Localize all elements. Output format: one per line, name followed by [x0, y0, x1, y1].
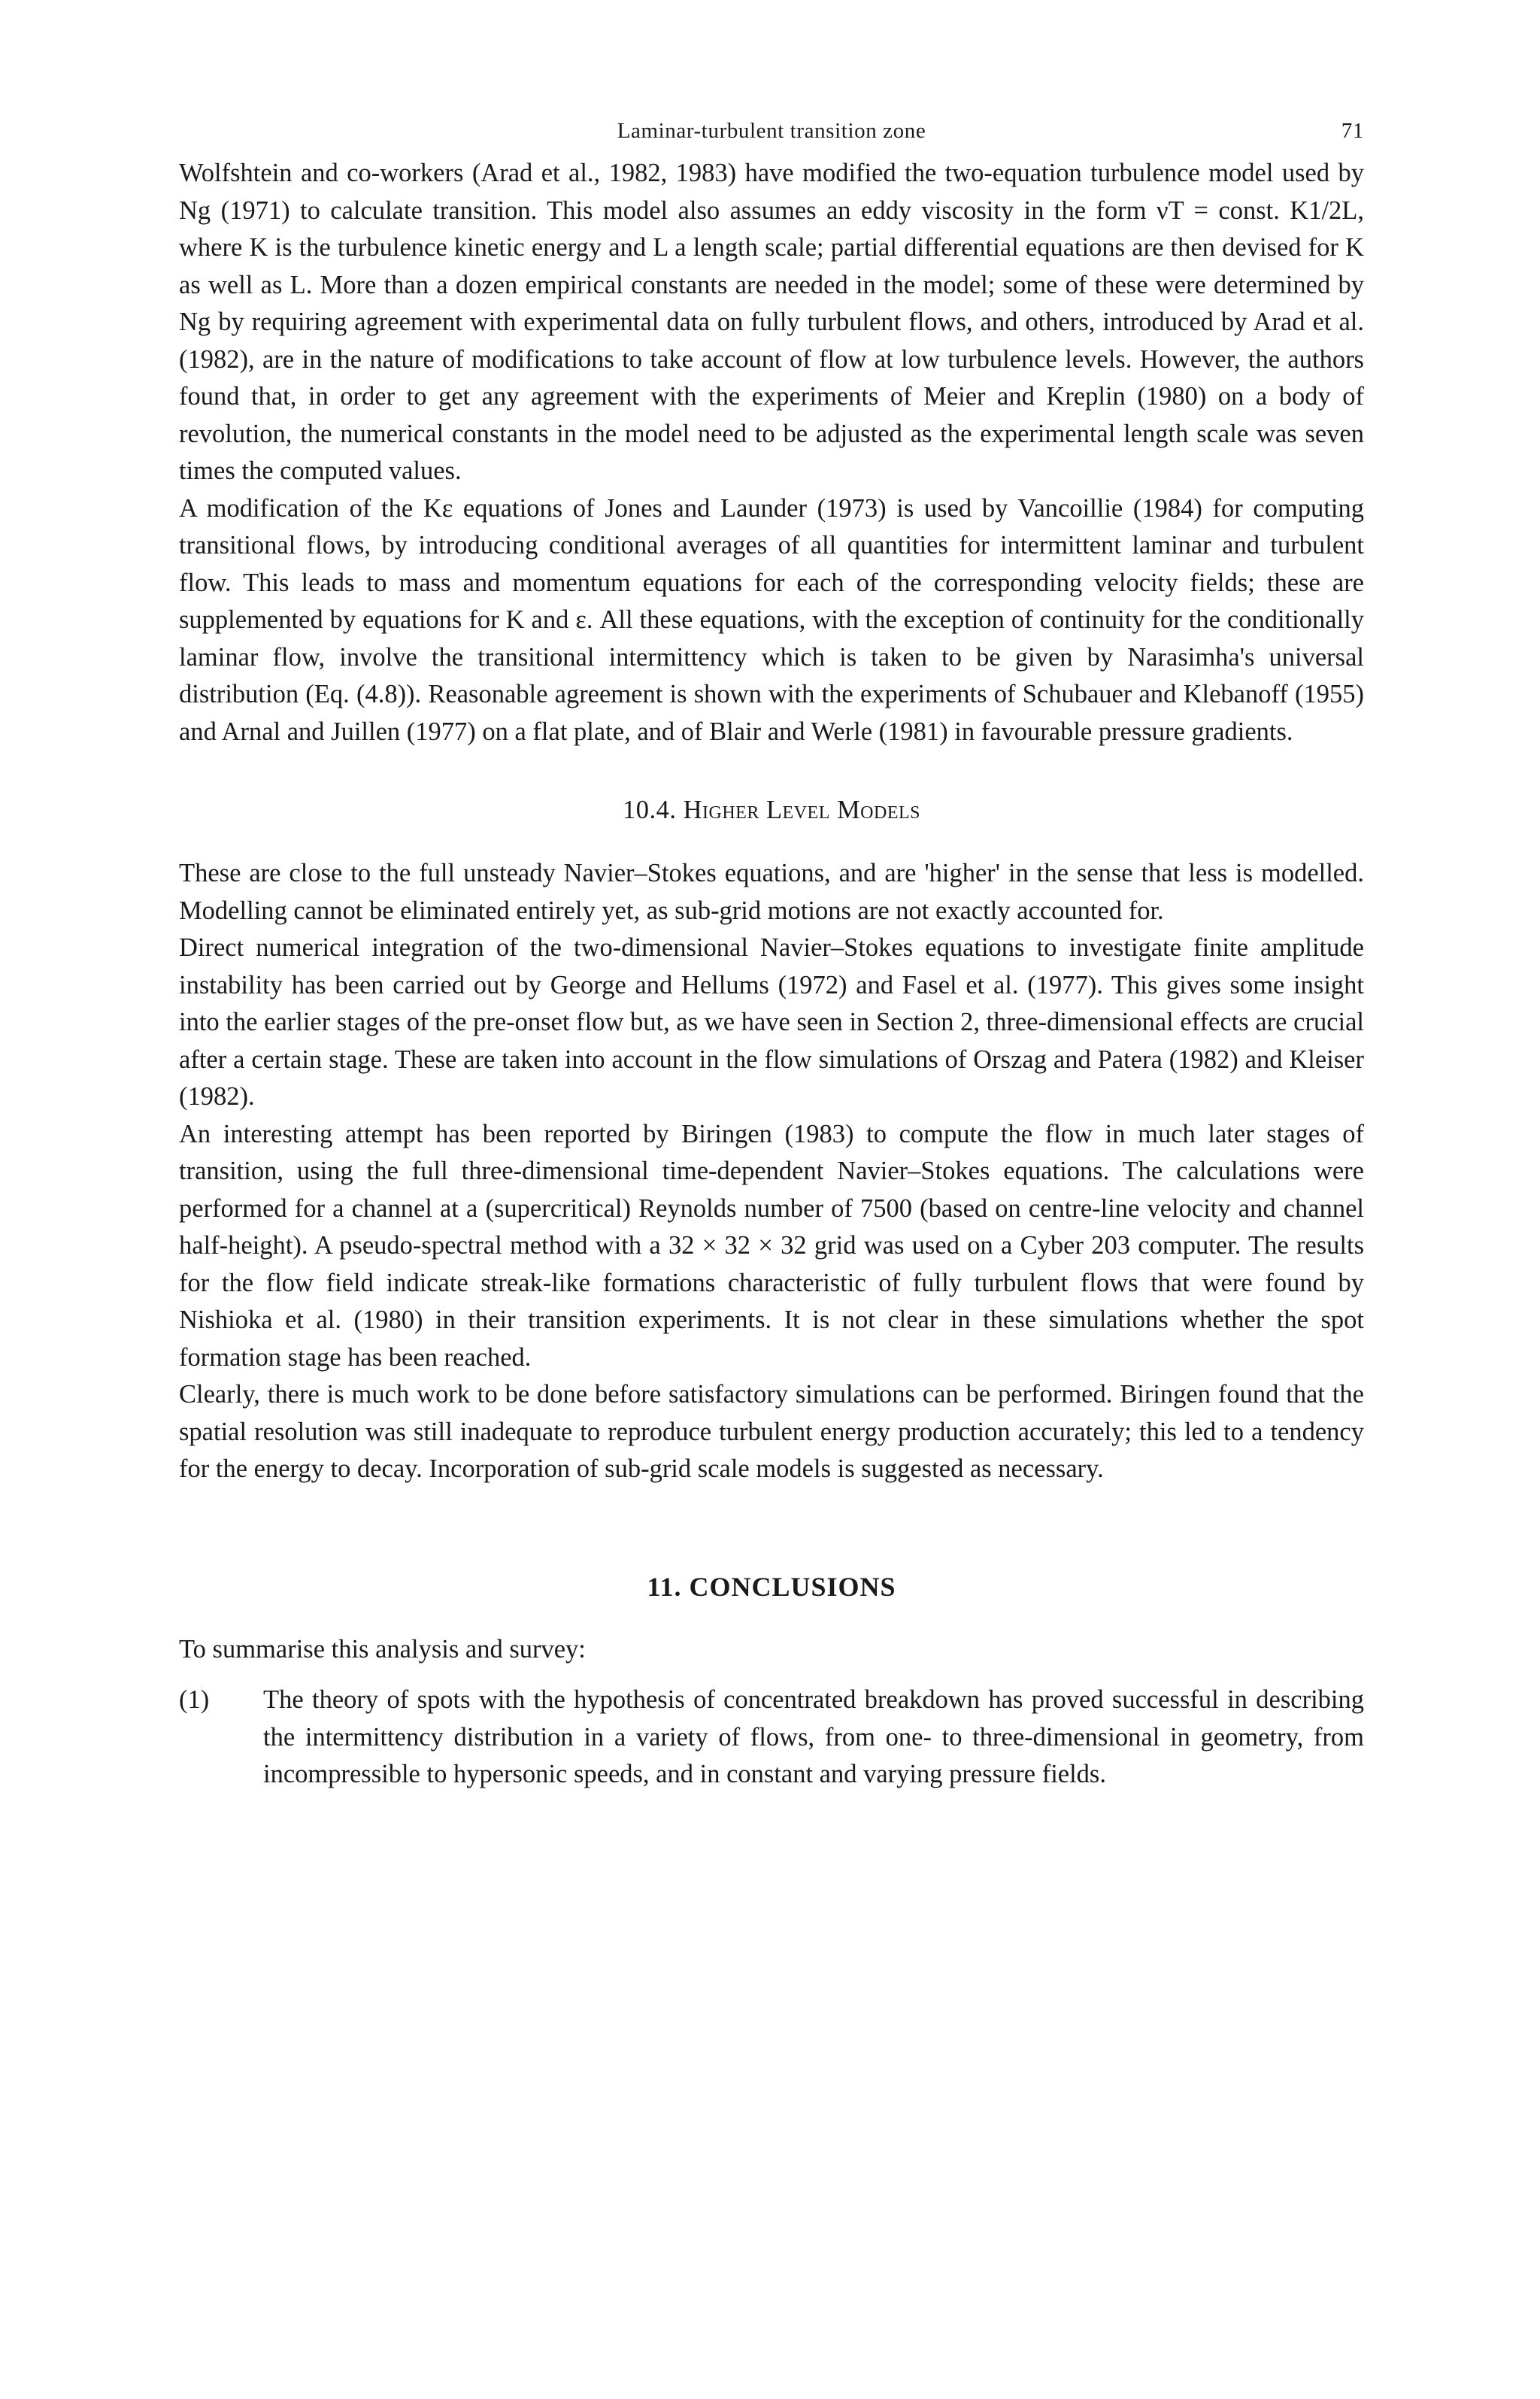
section-title: Higher Level Models [683, 796, 920, 824]
conclusions-intro: To summarise this analysis and survey: [179, 1634, 586, 1664]
paragraph: An interesting attempt has been reported by Biringen (1983) to compute the flow in much later stages of transition, using the full three-dimensional time-dependent Navier–Stokes equations. The calculations were performed for a channel at a (supercritical) Reynolds number of 7500 (based on centre-line velocity and channel half-height). A pseudo-spectral method with a 32 × 32 × 32 grid was used on a Cyber 203 computer. The results for the flow field indicate streak-like formations characteristic of fully turbulent flows that were found by Nishioka et al. (1980) in their transition experiments. It is not clear in these simulations whether the spot formation stage has been reached. [179, 1119, 1364, 1372]
running-head [179, 119, 1364, 155]
page-number: 71 [1341, 119, 1364, 143]
chapter-heading: 11. CONCLUSIONS [647, 1571, 896, 1602]
section-number: 10.4. [622, 796, 677, 824]
list-item-text: The theory of spots with the hypothesis of concentrated breakdown has proved successful in describing the intermittency distribution in a variety of flows, from one- to three-dimensional in geometry, from incompressible to hypersonic speeds, and in constant and varying pressure fields. [263, 1685, 1364, 1788]
list-item-number: (1) [179, 1685, 210, 1714]
page [179, 119, 1364, 1794]
paragraph: Wolfshtein and co-workers (Arad et al., 1982, 1983) have modified the two-equation turbulence model used by Ng (1971) to calculate transition. This model also assumes an eddy viscosity in the form νT = const. K1/2L, where K is the turbulence kinetic energy and L a length scale; partial differential equations are then devised for K as well as L. More than a dozen empirical constants are needed in the model; some of these were determined by Ng by requiring agreement with experimental data on fully turbulent flows, and others, introduced by Arad et al. (1982), are in the nature of modifications to take account of flow at low turbulence levels. However, the authors found that, in order to get any agreement with the experiments of Meier and Kreplin (1980) on a body of revolution, the numerical constants in the model need to be adjusted as the experimental length scale was seven times the computed values. [179, 159, 1364, 485]
paragraph: A modification of the Kε equations of Jones and Launder (1973) is used by Vancoillie (1984) for computing transitional flows, by introducing conditional averages of all quantities for intermittent laminar and turbulent flow. This leads to mass and momentum equations for each of the corresponding velocity fields; these are supplemented by equations for K and ε. All these equations, with the exception of continuity for the conditionally laminar flow, involve the transitional intermittency which is taken to be given by Narasimha's universal distribution (Eq. (4.8)). Reasonable agreement is shown with the experiments of Schubauer and Klebanoff (1955) and Arnal and Juillen (1977) on a flat plate, and of Blair and Werle (1981) in favourable pressure gradients. [179, 493, 1364, 746]
section-heading [179, 796, 1364, 825]
paragraph: These are close to the full unsteady Navier–Stokes equations, and are 'higher' in the sense that less is modelled. Modelling cannot be eliminated entirely yet, as sub-grid motions are not exactly accounted for. [179, 859, 1364, 925]
list-item [179, 1682, 1364, 1794]
paragraph: Direct numerical integration of the two-dimensional Navier–Stokes equations to investigate finite amplitude instability has been carried out by George and Hellums (1972) and Fasel et al. (1977). This gives some insight into the earlier stages of the pre-onset flow but, as we have seen in Section 2, three-dimensional effects are crucial after a certain stage. These are taken into account in the flow simulations of Orszag and Patera (1982) and Kleiser (1982). [179, 933, 1364, 1111]
paragraph: Clearly, there is much work to be done before satisfactory simulations can be performed. Biringen found that the spatial resolution was still inadequate to reproduce turbulent energy production accurately; this led to a tendency for the energy to decay. Incorporation of sub-grid scale models is suggested as necessary. [179, 1380, 1364, 1483]
running-title: Laminar-turbulent transition zone [617, 119, 926, 143]
